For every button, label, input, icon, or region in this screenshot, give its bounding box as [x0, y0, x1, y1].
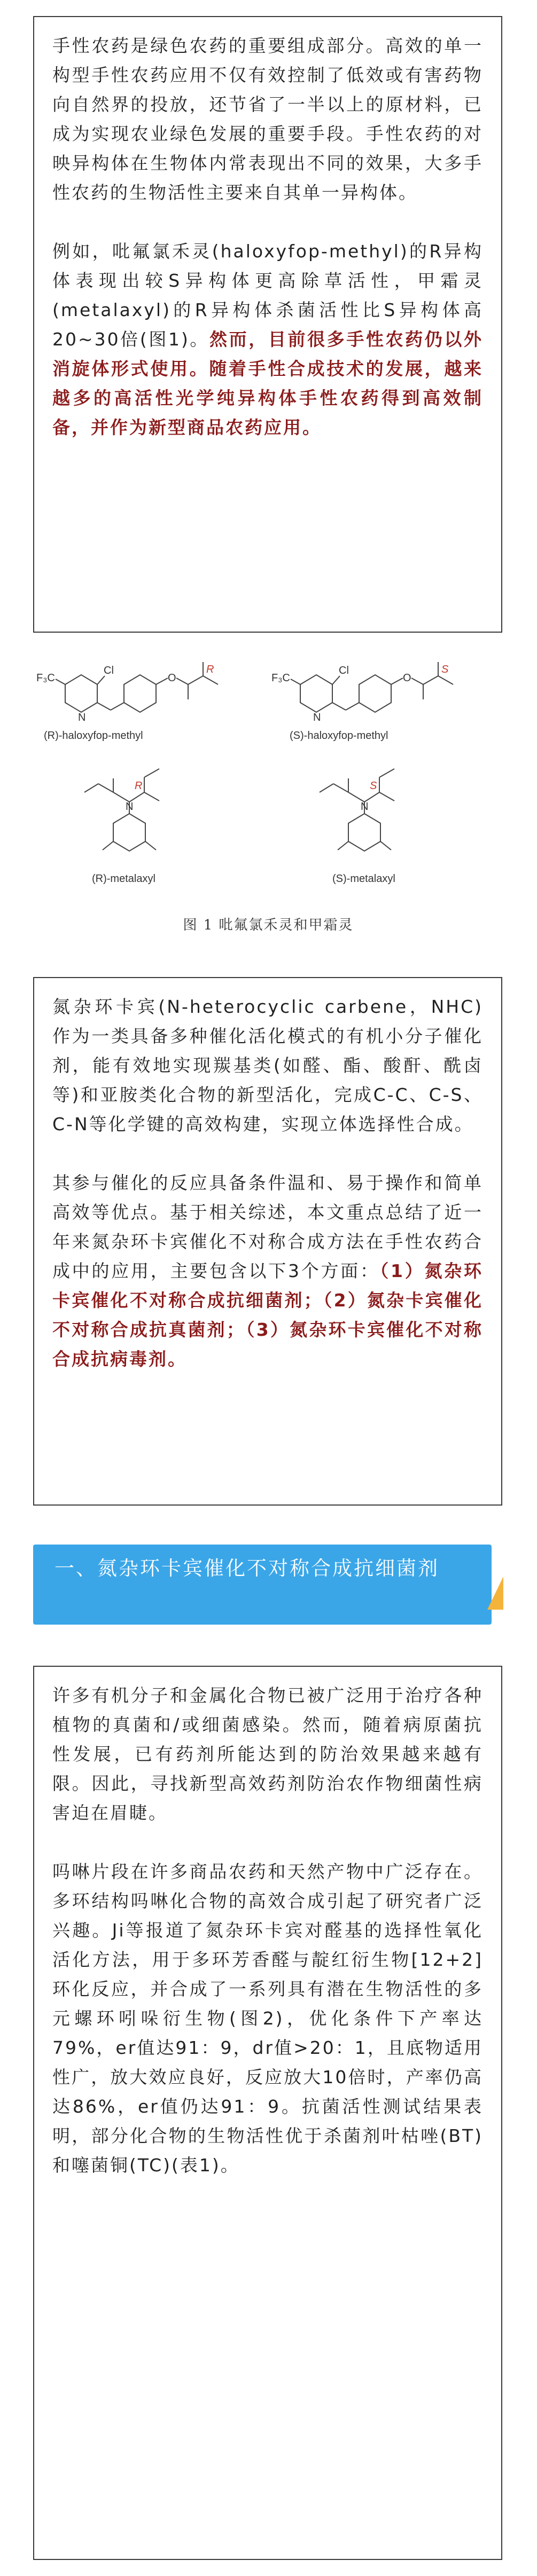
o-label: O: [168, 672, 176, 684]
intro-paragraph-2-emphasis: 然而，目前很多手性农药仍以外消旋体形式使用。随着手性合成技术的发展，越来越多的高活性光学纯异构体手性农药得到高效制备，并作为新型商品农药应用。: [52, 329, 483, 438]
cl-label: Cl: [104, 665, 114, 676]
label-s-haloxyfop: (S)-haloxyfop-methyl: [290, 730, 388, 742]
cf3-label: F₃C: [36, 672, 55, 684]
s-stereo-label: S: [441, 664, 449, 675]
figure-1-caption: 图 1 吡氟氯禾灵和甲霜灵: [183, 917, 354, 933]
intro-paragraph-2: [52, 237, 483, 442]
antibacterial-paragraph-2: 吗啉片段在许多商品农药和天然产物中广泛存在。多环结构吗啉化合物的高效合成引起了研究者广泛兴趣。Ji等报道了氮杂环卡宾对醛基的选择性氧化活化方法，用于多环芳香醛与靛红衍生物[12+2]环化反应，并合成了一系列具有潜在生物活性的多元螺环吲哚衍生物(图2)，优化条件下产率达79%，er值达91：9，dr值>20：1，且底物适用性广，放大效应良好，反应放大10倍时，产率仍高达86%，er值仍达91：9。抗菌活性测试结果表明，部分化合物的生物活性优于杀菌剂叶枯唑(BT)和噻菌铜(TC)(表1)。: [52, 1861, 483, 2176]
n-label-metalaxyl-r: N: [126, 801, 134, 813]
n-label-s: N: [313, 712, 321, 723]
section-heading-1-title: 一、氮杂环卡宾催化不对称合成抗细菌剂: [33, 1545, 492, 1625]
nhc-text-box: [33, 977, 502, 1506]
label-s-metalaxyl: (S)-metalaxyl: [332, 873, 395, 885]
cl-label-s: Cl: [339, 665, 349, 676]
nhc-paragraph-2-text: 其参与催化的反应具备条件温和、易于操作和简单高效等优点。基于相关综述，本文重点总结了近一年来氮杂环卡宾催化不对称合成方法在手性农药合成中的应用，主要包含以下3个方面：: [52, 1172, 483, 1281]
r-stereo-label-metalaxyl: R: [135, 780, 143, 792]
label-r-haloxyfop: (R)-haloxyfop-methyl: [44, 730, 143, 742]
r-stereo-label: R: [206, 664, 214, 675]
section-heading-1: [33, 1545, 503, 1630]
nhc-paragraph-2: [52, 1168, 483, 1374]
nhc-paragraph-2-emphasis: （1）氮杂环卡宾催化不对称合成抗细菌剂；（2）氮杂卡宾催化不对称合成抗真菌剂；（3）氮杂环卡宾催化不对称合成抗病毒剂。: [52, 1261, 483, 1369]
intro-text-box: [33, 16, 502, 633]
antibacterial-text-box: [33, 1666, 502, 2560]
nhc-paragraph-1: 氮杂环卡宾(N-heterocyclic carbene，NHC)作为一类具备多种催化活化模式的有机小分子催化剂，能有效地实现羰基类(如醛、酯、酸酐、酰卤等)和亚胺类化合物的新型活化，完成C-C、C-S、C-N等化学键的高效构建，实现立体选择性合成。: [52, 996, 483, 1135]
label-r-metalaxyl: (R)-metalaxyl: [92, 873, 155, 885]
n-label: N: [78, 712, 86, 723]
figure-1: [33, 647, 503, 946]
heading-accent-triangle: [487, 1577, 503, 1610]
chemical-structures: [33, 647, 503, 909]
s-stereo-label-metalaxyl: S: [370, 780, 377, 792]
antibacterial-paragraph-1: 许多有机分子和金属化合物已被广泛用于治疗各种植物的真菌和/或细菌感染。然而，随着病原菌抗性发展，已有药剂所能达到的防治效果越来越有限。因此，寻找新型高效药剂防治农作物细菌性病害迫在眉睫。: [52, 1685, 483, 1823]
intro-paragraph-1: 手性农药是绿色农药的重要组成部分。高效的单一构型手性农药应用不仅有效控制了低效或有害药物向自然界的投放，还节省了一半以上的原材料，已成为实现农业绿色发展的重要手段。手性农药的对映异构体在生物体内常表现出不同的效果，大多手性农药的生物活性主要来自其单一异构体。: [52, 35, 483, 203]
n-label-metalaxyl-s: N: [361, 801, 369, 813]
cf3-label-s: F₃C: [271, 672, 290, 684]
intro-paragraph-2-text: 例如，吡氟氯禾灵(haloxyfop-methyl)的R异构体表现出较S异构体更高除草活性，甲霜灵(metalaxyl)的R异构体杀菌活性比S异构体高20~30倍(图1)。: [52, 241, 483, 350]
o-label-s: O: [403, 672, 411, 684]
